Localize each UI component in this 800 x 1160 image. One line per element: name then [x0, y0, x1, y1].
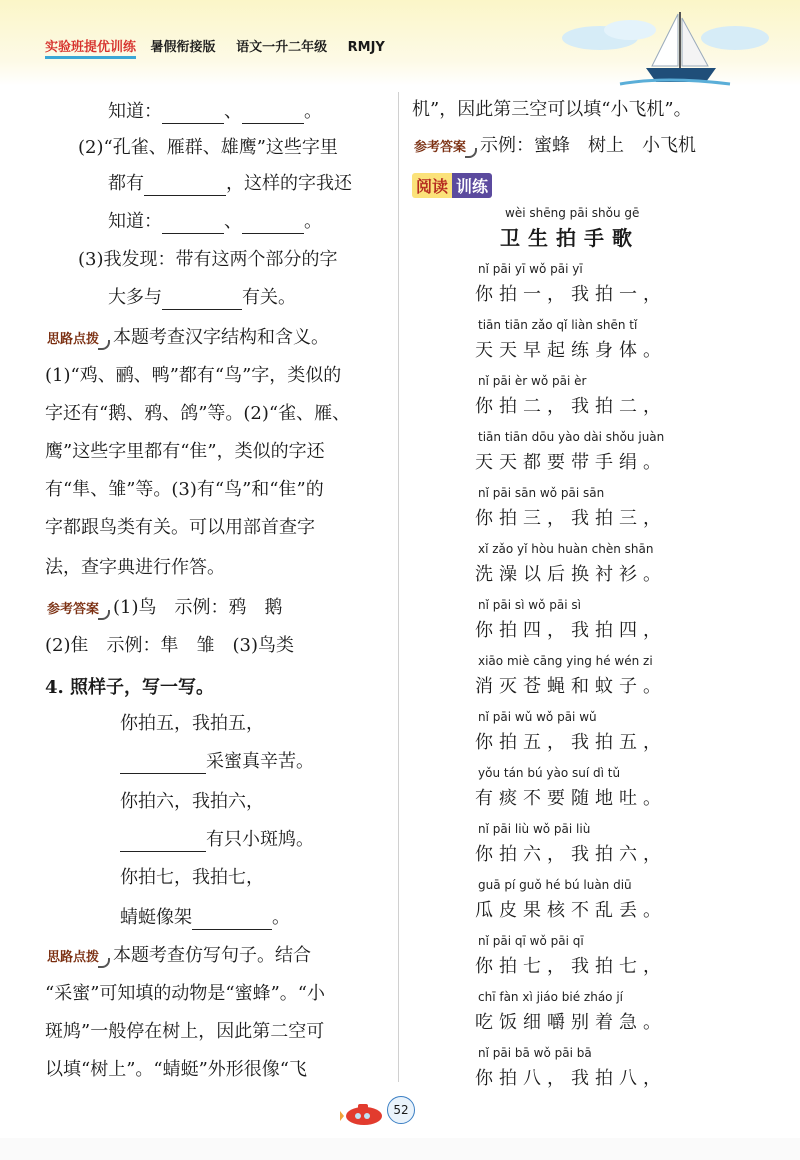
poem-line: 天天都要带手绢。: [475, 452, 667, 473]
answer-blank[interactable]: [162, 103, 224, 124]
q3-2-line1: (2)“孔雀、雁群、雄鹰”这些字里: [78, 137, 338, 158]
poem-pinyin-line: nǐ pāi bā wǒ pāi bā: [478, 1046, 592, 1060]
answer-blank[interactable]: [144, 175, 226, 196]
answer1-line1: 参考答案 (1)鸟 示例：鸦 鹅: [45, 596, 283, 622]
tip1-line4: 鹰”这些字里都有“隹”，类似的字还: [45, 441, 325, 462]
answer-blank[interactable]: [242, 103, 304, 124]
poem-pinyin-line: nǐ pāi wǔ wǒ pāi wǔ: [478, 710, 597, 724]
tip2-line4: 以填“树上”。“蜻蜓”外形很像“飞: [45, 1059, 308, 1080]
tip1-line1: 思路点拨 本题考查汉字结构和含义。: [45, 326, 329, 352]
poem-pinyin-line: nǐ pāi sān wǒ pāi sān: [478, 486, 605, 500]
answer2-line: 参考答案 示例：蜜蜂 树上 小飞机: [412, 134, 696, 160]
poem-line: 你拍三，我拍三，: [475, 508, 667, 529]
page-number-badge: [340, 1086, 430, 1136]
poem-line: 你拍一，我拍一，: [475, 284, 667, 305]
poem-pinyin-line: tiān tiān dōu yào dài shǒu juàn: [478, 430, 665, 444]
q3-3-line2: 大多与 有关。: [108, 287, 296, 308]
q3-2-line2: 都有 ，这样的字我还: [108, 173, 352, 194]
edition-label: 暑假衔接版: [150, 40, 216, 55]
q4-line3: 你拍六，我拍六，: [120, 791, 264, 812]
poem-title: 卫生拍手歌: [500, 226, 640, 250]
tip1-line3: 字还有“鹅、鸦、鸽”等。(2)“雀、雁、: [45, 403, 351, 424]
sailboat-illustration: [560, 8, 770, 88]
tip2-line3: 斑鸠”一般停在树上，因此第二空可: [45, 1021, 325, 1042]
poem-line: 洗澡以后换衬衫。: [475, 564, 667, 585]
poem-pinyin-line: chī fàn xì jiáo bié zháo jí: [478, 990, 624, 1004]
poem-line: 你拍六，我拍六，: [475, 844, 667, 865]
q3-3-line1: (3)我发现：带有这两个部分的字: [78, 249, 338, 270]
answer-label: 参考答案: [412, 136, 480, 160]
poem-line: 你拍七，我拍七，: [475, 956, 667, 977]
poem-line: 吃饭细嚼别着急。: [475, 1012, 667, 1033]
answer-blank[interactable]: [120, 753, 206, 774]
poem-title-pinyin: wèi shēng pāi shǒu gē: [505, 206, 640, 220]
tip2-continuation: 机”，因此第三空可以填“小飞机”。: [412, 99, 692, 120]
footer-strip: [0, 1138, 800, 1160]
poem-pinyin-line: nǐ pāi èr wǒ pāi èr: [478, 374, 587, 388]
page-number: 52: [387, 1096, 415, 1124]
poem-pinyin-line: nǐ pāi yī wǒ pāi yī: [478, 262, 583, 276]
question-4-title: 4. 照样子，写一写。: [45, 677, 215, 698]
answer-blank[interactable]: [162, 213, 224, 234]
poem-pinyin-line: guā pí guǒ hé bú luàn diū: [478, 878, 632, 892]
poem-pinyin-line: yǒu tán bú yào suí dì tǔ: [478, 766, 621, 780]
tip-label: 思路点拨: [45, 946, 113, 970]
page-header: [0, 0, 800, 86]
tip1-line2: (1)“鸡、鹂、鸭”都有“鸟”字，类似的: [45, 365, 342, 386]
poem-line: 你拍五，我拍五，: [475, 732, 667, 753]
poem-line: 消灭苍蝇和蚊子。: [475, 676, 667, 697]
poem-pinyin-line: tiān tiān zǎo qǐ liàn shēn tǐ: [478, 318, 638, 332]
poem-pinyin-line: nǐ pāi sì wǒ pāi sì: [478, 598, 581, 612]
q4-line5: 你拍七，我拍七，: [120, 867, 264, 888]
tip1-line5: 有“隼、雏”等。(3)有“鸟”和“隹”的: [45, 479, 324, 500]
q3-line1: 知道： 、 。: [108, 101, 322, 122]
poem-line: 你拍八，我拍八，: [475, 1068, 667, 1089]
poem-pinyin-line: nǐ pāi liù wǒ pāi liù: [478, 822, 591, 836]
poem-line: 你拍二，我拍二，: [475, 396, 667, 417]
poem-pinyin-line: nǐ pāi qī wǒ pāi qī: [478, 934, 584, 948]
column-divider: [398, 92, 399, 1082]
poem-line: 天天早起练身体。: [475, 340, 667, 361]
poem-line: 有痰不要随地吐。: [475, 788, 667, 809]
tip1-line6: 字都跟鸟类有关。可以用部首查字: [45, 517, 315, 538]
answer-blank[interactable]: [162, 289, 242, 310]
poem-line: 瓜皮果核不乱丢。: [475, 900, 667, 921]
q4-line2: 采蜜真辛苦。: [120, 750, 314, 774]
series-title: 实验班提优训练: [45, 40, 136, 59]
q4-line4: 有只小斑鸠。: [120, 828, 314, 852]
answer-blank[interactable]: [120, 831, 206, 852]
poem-pinyin-line: xǐ zǎo yǐ hòu huàn chèn shān: [478, 542, 654, 556]
tip2-line2: “采蜜”可知填的动物是“蜜蜂”。“小: [45, 983, 326, 1004]
q4-line1: 你拍五，我拍五，: [120, 713, 264, 734]
answer-blank[interactable]: [242, 213, 304, 234]
q3-2-line3: 知道： 、 。: [108, 211, 322, 232]
q4-line6: 蜻蜓像架 。: [120, 907, 290, 928]
answer-blank[interactable]: [192, 909, 272, 930]
poem-pinyin-line: xiāo miè cāng ying hé wén zi: [478, 654, 653, 668]
tip2-line1: 思路点拨 本题考查仿写句子。结合: [45, 944, 311, 970]
answer1-line2: (2)隹 示例：隼 雏 (3)鸟类: [45, 635, 294, 656]
answer-label: 参考答案: [45, 598, 113, 622]
edition-code: RMJY: [347, 40, 385, 55]
tip-label: 思路点拨: [45, 328, 113, 352]
reading-training-label: 阅读 训练: [412, 172, 492, 198]
subject-label: 语文一升二年级: [236, 40, 328, 55]
tip1-line7: 法，查字典进行作答。: [45, 557, 225, 578]
poem-line: 你拍四，我拍四，: [475, 620, 667, 641]
header-text: [45, 36, 385, 55]
